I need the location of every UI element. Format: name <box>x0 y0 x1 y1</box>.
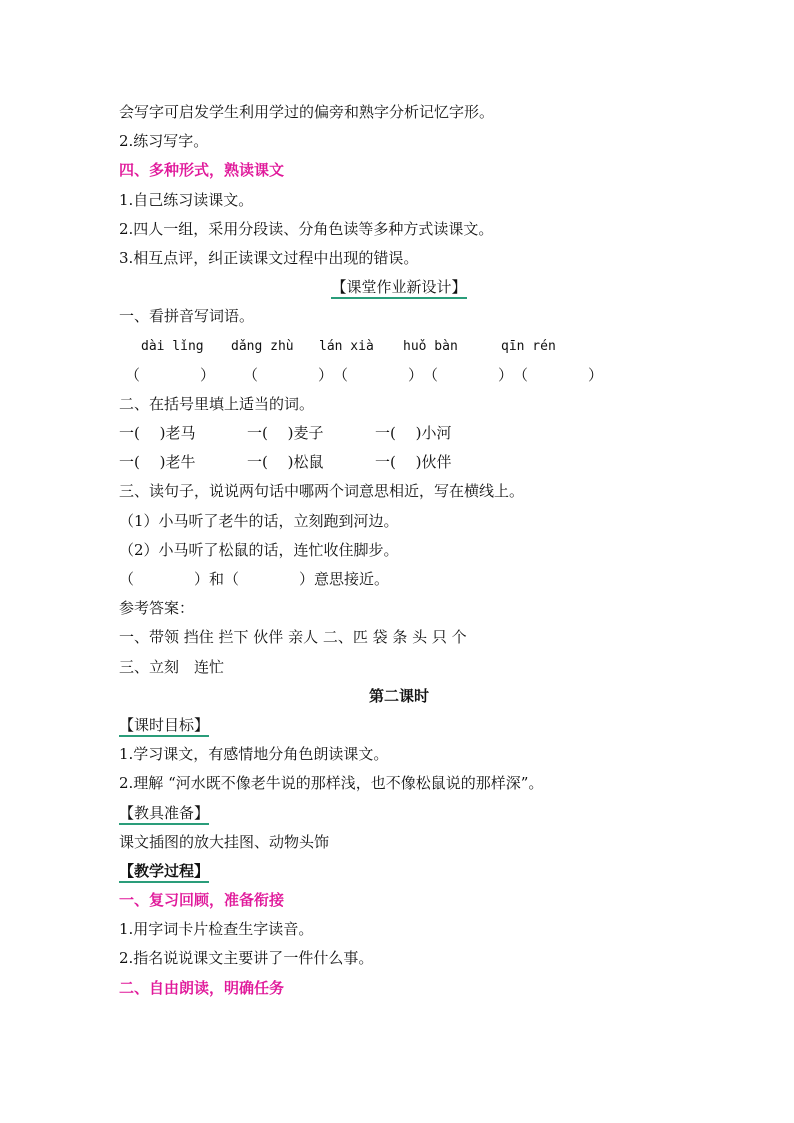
question-1: 一、看拼音写词语。 <box>119 307 255 326</box>
question-3: 三、读句子，说说两句话中哪两个词意思相近，写在横线上。 <box>119 482 525 501</box>
lesson2-title: 第二课时 <box>368 686 429 705</box>
section4-item-2: 2.四人一组，采用分段读、分角色读等多种方式读课文。 <box>119 219 494 238</box>
pinyin-1: dài lǐng <box>141 338 204 354</box>
fill-1-3: 一( )小河 <box>375 424 452 443</box>
paren-4: （ ） <box>423 365 514 384</box>
question-2: 二、在括号里填上适当的词。 <box>119 394 315 413</box>
fill-1-2: 一( )麦子 <box>247 424 324 443</box>
paren-2: （ ） <box>243 365 334 384</box>
fill-2-3: 一( )伙伴 <box>375 453 452 472</box>
homework-title-row <box>119 273 679 302</box>
prep-label-row <box>119 799 679 828</box>
prep-label: 【教具准备】 <box>119 804 209 825</box>
pinyin-5: qīn rén <box>501 338 556 354</box>
answers-line-2: 三、立刻 连忙 <box>119 657 225 676</box>
step1-item-1: 1.用字词卡片检查生字读音。 <box>119 920 314 939</box>
section4-item-1: 1.自己练习读课文。 <box>119 190 254 209</box>
goals-label: 【课时目标】 <box>119 716 209 737</box>
paren-5: （ ） <box>513 365 604 384</box>
pinyin-2: dǎng zhù <box>231 338 294 354</box>
homework-title: 【课堂作业新设计】 <box>331 278 466 299</box>
document-page <box>119 98 679 1003</box>
prep-text: 课文插图的放大挂图、动物头饰 <box>119 832 330 851</box>
step1-item-2: 2.指名说说课文主要讲了一件什么事。 <box>119 949 374 968</box>
pinyin-3: lán xià <box>319 338 374 354</box>
goals-label-row <box>119 711 679 740</box>
intro-line: 会写字可启发学生利用学过的偏旁和熟字分析记忆字形。 <box>119 103 495 121</box>
process-label: 【教学过程】 <box>119 862 209 883</box>
step1-heading: 一、复习回顾，准备衔接 <box>119 891 285 910</box>
paren-1: （ ） <box>125 365 216 384</box>
fill-2-2: 一( )松鼠 <box>247 453 324 472</box>
fill-row-1 <box>119 419 679 448</box>
pinyin-row <box>119 332 679 361</box>
section4-heading: 四、多种形式，熟读课文 <box>119 161 285 180</box>
fill-row-2 <box>119 448 679 477</box>
goal-1: 1.学习课文，有感情地分角色朗读课文。 <box>119 745 389 764</box>
fill-2-1: 一( )老牛 <box>119 453 196 472</box>
answers-label: 参考答案： <box>119 599 195 618</box>
intro-practice-writing: 2.练习写字。 <box>119 132 209 151</box>
paren-3: （ ） <box>333 365 424 384</box>
process-label-row <box>119 857 679 886</box>
sentence-3: （ ）和（ ）意思接近。 <box>119 570 390 588</box>
fill-1-1: 一( )老马 <box>119 424 196 443</box>
sentence-1: （1）小马听了老牛的话，立刻跑到河边。 <box>119 511 399 530</box>
pinyin-4: huǒ bàn <box>403 338 458 354</box>
answer-parens-row <box>119 361 679 390</box>
sentence-2: （2）小马听了松鼠的话，连忙收住脚步。 <box>119 540 399 559</box>
answers-line-1: 一、带领 挡住 拦下 伙伴 亲人 二、匹 袋 条 头 只 个 <box>119 628 467 647</box>
section4-item-3: 3.相互点评，纠正读课文过程中出现的错误。 <box>119 248 419 267</box>
goal-2: 2.理解 “河水既不像老牛说的那样浅，也不像松鼠说的那样深”。 <box>119 774 544 793</box>
step2-heading: 二、自由朗读，明确任务 <box>119 978 285 997</box>
